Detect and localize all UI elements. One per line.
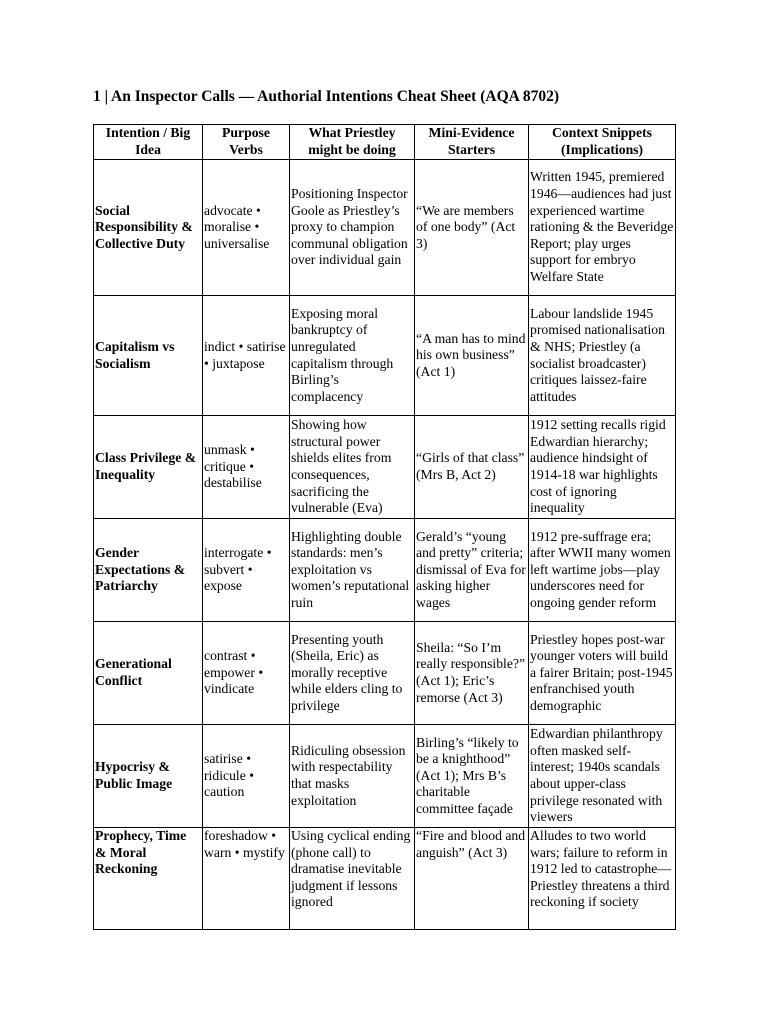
table-row	[94, 725, 676, 828]
cell-what-priestley-doing: Exposing moral bankruptcy of unregulated capitalism through Birling’s complacency	[290, 296, 415, 416]
table-row	[94, 160, 676, 296]
table-row	[94, 622, 676, 725]
table-row	[94, 828, 676, 930]
cell-what-priestley-doing: Presenting youth (Sheila, Eric) as morally receptive while elders cling to privilege	[290, 622, 415, 725]
cell-intention: Capitalism vs Socialism	[94, 296, 203, 416]
header-intention: Intention / Big Idea	[94, 125, 203, 160]
cell-context-snippet: Priestley hopes post-war younger voters will build a fairer Britain; post-1945 enfranchised youth demographic	[529, 622, 676, 725]
header-what-priestley-might-be-doing: What Priestley might be doing	[290, 125, 415, 160]
cell-purpose-verbs: interrogate • subvert • expose	[203, 519, 290, 622]
cell-intention: Generational Conflict	[94, 622, 203, 725]
cell-intention: Prophecy, Time & Moral Reckoning	[94, 828, 203, 930]
cell-what-priestley-doing: Using cyclical ending (phone call) to dramatise inevitable judgment if lessons ignored	[290, 828, 415, 930]
cell-what-priestley-doing: Ridiculing obsession with respectability that masks exploitation	[290, 725, 415, 828]
cell-purpose-verbs: advocate • moralise • universalise	[203, 160, 290, 296]
cell-purpose-verbs: indict • satirise • juxtapose	[203, 296, 290, 416]
cell-intention: Social Responsibility & Collective Duty	[94, 160, 203, 296]
cell-purpose-verbs: satirise • ridicule • caution	[203, 725, 290, 828]
table-row	[94, 519, 676, 622]
cell-evidence-starter: Sheila: “So I’m really responsible?” (Act 1); Eric’s remorse (Act 3)	[415, 622, 529, 725]
cell-evidence-starter: “A man has to mind his own business” (Act 1)	[415, 296, 529, 416]
cell-context-snippet: Edwardian philanthropy often masked self-interest; 1940s scandals about upper-class privilege resonated with viewers	[529, 725, 676, 828]
table-header-row	[94, 125, 676, 160]
cell-intention: Class Privilege & Inequality	[94, 416, 203, 519]
cell-context-snippet: 1912 setting recalls rigid Edwardian hierarchy; audience hindsight of 1914-18 war highlights cost of ignoring inequality	[529, 416, 676, 519]
cell-evidence-starter: Birling’s “likely to be a knighthood” (Act 1); Mrs B’s charitable committee façade	[415, 725, 529, 828]
cell-what-priestley-doing: Showing how structural power shields elites from consequences, sacrificing the vulnerable (Eva)	[290, 416, 415, 519]
page-title: 1 | An Inspector Calls — Authorial Intentions Cheat Sheet (AQA 8702)	[93, 88, 560, 105]
table-row	[94, 296, 676, 416]
cell-purpose-verbs: foreshadow • warn • mystify	[203, 828, 290, 930]
cell-evidence-starter: Gerald’s “young and pretty” criteria; dismissal of Eva for asking higher wages	[415, 519, 529, 622]
cell-evidence-starter: “We are members of one body” (Act 3)	[415, 160, 529, 296]
cell-intention: Gender Expectations & Patriarchy	[94, 519, 203, 622]
cell-evidence-starter: “Girls of that class” (Mrs B, Act 2)	[415, 416, 529, 519]
cell-context-snippet: Written 1945, premiered 1946—audiences had just experienced wartime rationing & the Beveridge Report; play urges support for embryo Welfare State	[529, 160, 676, 296]
cell-purpose-verbs: unmask • critique • destabilise	[203, 416, 290, 519]
cell-purpose-verbs: contrast • empower • vindicate	[203, 622, 290, 725]
cell-context-snippet: Labour landslide 1945 promised nationalisation & NHS; Priestley (a socialist broadcaster) critiques laissez-faire attitudes	[529, 296, 676, 416]
cell-intention: Hypocrisy & Public Image	[94, 725, 203, 828]
header-mini-evidence-starters: Mini-Evidence Starters	[415, 125, 529, 160]
cell-what-priestley-doing: Positioning Inspector Goole as Priestley’s proxy to champion communal obligation over individual gain	[290, 160, 415, 296]
table-row	[94, 416, 676, 519]
intentions-table	[93, 124, 676, 930]
cell-evidence-starter: “Fire and blood and anguish” (Act 3)	[415, 828, 529, 930]
header-purpose-verbs: Purpose Verbs	[203, 125, 290, 160]
cell-context-snippet: 1912 pre-suffrage era; after WWII many women left wartime jobs—play underscores need for ongoing gender reform	[529, 519, 676, 622]
header-context-snippets: Context Snippets (Implications)	[529, 125, 676, 160]
cell-context-snippet: Alludes to two world wars; failure to reform in 1912 led to catastrophe—Priestley threatens a third reckoning if society	[529, 828, 676, 930]
cell-what-priestley-doing: Highlighting double standards: men’s exploitation vs women’s reputational ruin	[290, 519, 415, 622]
